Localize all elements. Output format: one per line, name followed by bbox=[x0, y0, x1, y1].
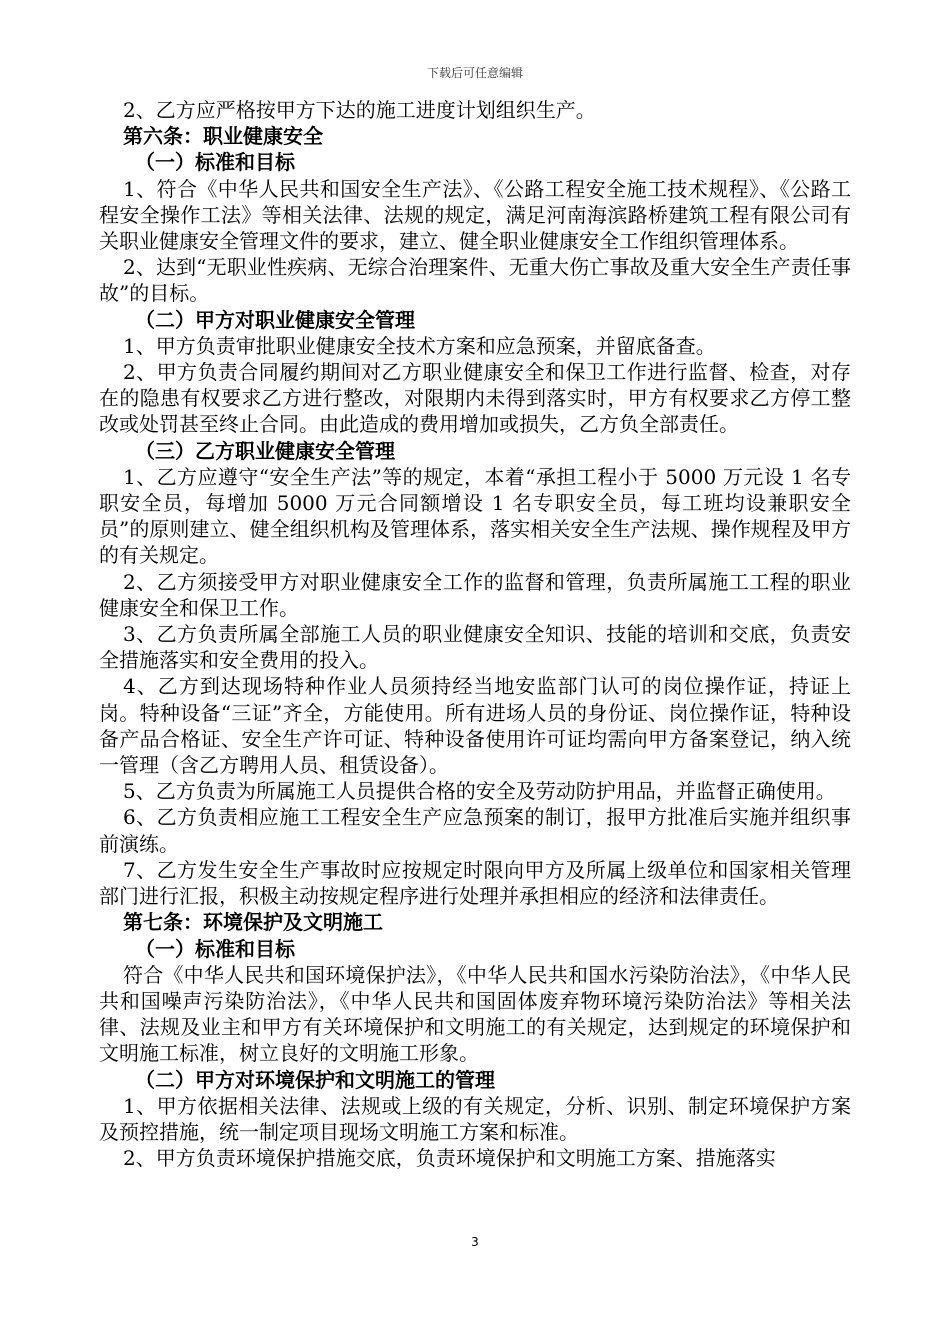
paragraph: 1、甲方负责审批职业健康安全技术方案和应急预案，并留底备查。 bbox=[123, 333, 716, 358]
page-header: 下载后可任意编辑 bbox=[426, 66, 523, 80]
page-number: 3 bbox=[471, 1235, 479, 1249]
paragraph: 4、乙方到达现场特种作业人员须持经当地安监部门认可的岗位操作证，持证上岗。特种设备“三证”齐全，方能使用。所有进场人员的身份证、岗位操作证，特种设备产品合格证、安全生产许可证、特种设备使用许可证均需向甲方备案登记，纳入统一管理（含乙方聘用人员、租赁设备）。 bbox=[99, 674, 851, 778]
section-heading: （一）标准和目标 bbox=[135, 150, 295, 175]
paragraph: 符合《中华人民共和国环境保护法》，《中华人民共和国水污染防治法》，《中华人民共和国噪声污染防治法》，《中华人民共和国固体废弃物环境污染防治法》等相关法律、法规及业主和甲方有关环境保护和文明施工的有关规定，达到规定的环境保护和文明施工标准，树立良好的文明施工形象。 bbox=[99, 962, 851, 1066]
paragraph: 2、达到“无职业性疾病、无综合治理案件、无重大伤亡事故及重大安全生产责任事故”的目标。 bbox=[99, 255, 851, 306]
paragraph: 2、甲方负责环境保护措施交底，负责环境保护和文明施工方案、措施落实 bbox=[123, 1146, 776, 1171]
paragraph: 1、符合《中华人民共和国安全生产法》、《公路工程安全施工技术规程》、《公路工程安全操作工法》等相关法律、法规的规定，满足河南海滨路桥建筑工程有限公司有关职业健康安全管理文件的要求，建立、健全职业健康安全工作组织管理体系。 bbox=[99, 176, 851, 254]
paragraph: 3、乙方负责所属全部施工人员的职业健康安全知识、技能的培训和交底，负责安全措施落实和安全费用的投入。 bbox=[99, 622, 851, 673]
section-heading: （一）标准和目标 bbox=[135, 936, 295, 961]
section-heading: （三）乙方职业健康安全管理 bbox=[135, 438, 395, 463]
paragraph: 2、甲方负责合同履约期间对乙方职业健康安全和保卫工作进行监督、检查，对存在的隐患有权要求乙方进行整改，对限期内未得到落实时，甲方有权要求乙方停工整改或处罚甚至终止合同。由此造成的费用增加或损失，乙方负全部责任。 bbox=[99, 360, 851, 437]
section-heading: （二）甲方对环境保护和文明施工的管理 bbox=[135, 1067, 495, 1092]
section-heading: （二）甲方对职业健康安全管理 bbox=[135, 307, 415, 332]
article-heading: 第六条：职业健康安全 bbox=[123, 124, 323, 149]
paragraph: 5、乙方负责为所属施工人员提供合格的安全及劳动防护用品，并监督正确使用。 bbox=[123, 779, 836, 804]
paragraph: 6、乙方负责相应施工工程安全生产应急预案的制订，报甲方批准后实施并组织事前演练。 bbox=[99, 805, 851, 856]
document-body bbox=[99, 97, 851, 1171]
paragraph: 1、甲方依据相关法律、法规或上级的有关规定，分析、识别、制定环境保护方案及预控措施，统一制定项目现场文明施工方案和标准。 bbox=[99, 1093, 851, 1144]
paragraph: 7、乙方发生安全生产事故时应按规定时限向甲方及所属上级单位和国家相关管理部门进行汇报，积极主动按规定程序进行处理并承担相应的经济和法律责任。 bbox=[99, 857, 851, 909]
paragraph: 2、乙方须接受甲方对职业健康安全工作的监督和管理，负责所属施工工程的职业健康安全和保卫工作。 bbox=[99, 569, 851, 620]
paragraph: 2、乙方应严格按甲方下达的施工进度计划组织生产。 bbox=[123, 98, 596, 122]
paragraph: 1、乙方应遵守“安全生产法”等的规定，本着“承担工程小于 5000 万元设 1 名专职安全员，每增加 5000 万元合同额增设 1 名专职安全员，每工班均设兼职安全员”的原则建立、健全组织机构及管理体系，落实相关安全生产法规、操作规程及甲方的有关规定。 bbox=[99, 464, 851, 568]
article-heading: 第七条：环境保护及文明施工 bbox=[123, 910, 383, 935]
